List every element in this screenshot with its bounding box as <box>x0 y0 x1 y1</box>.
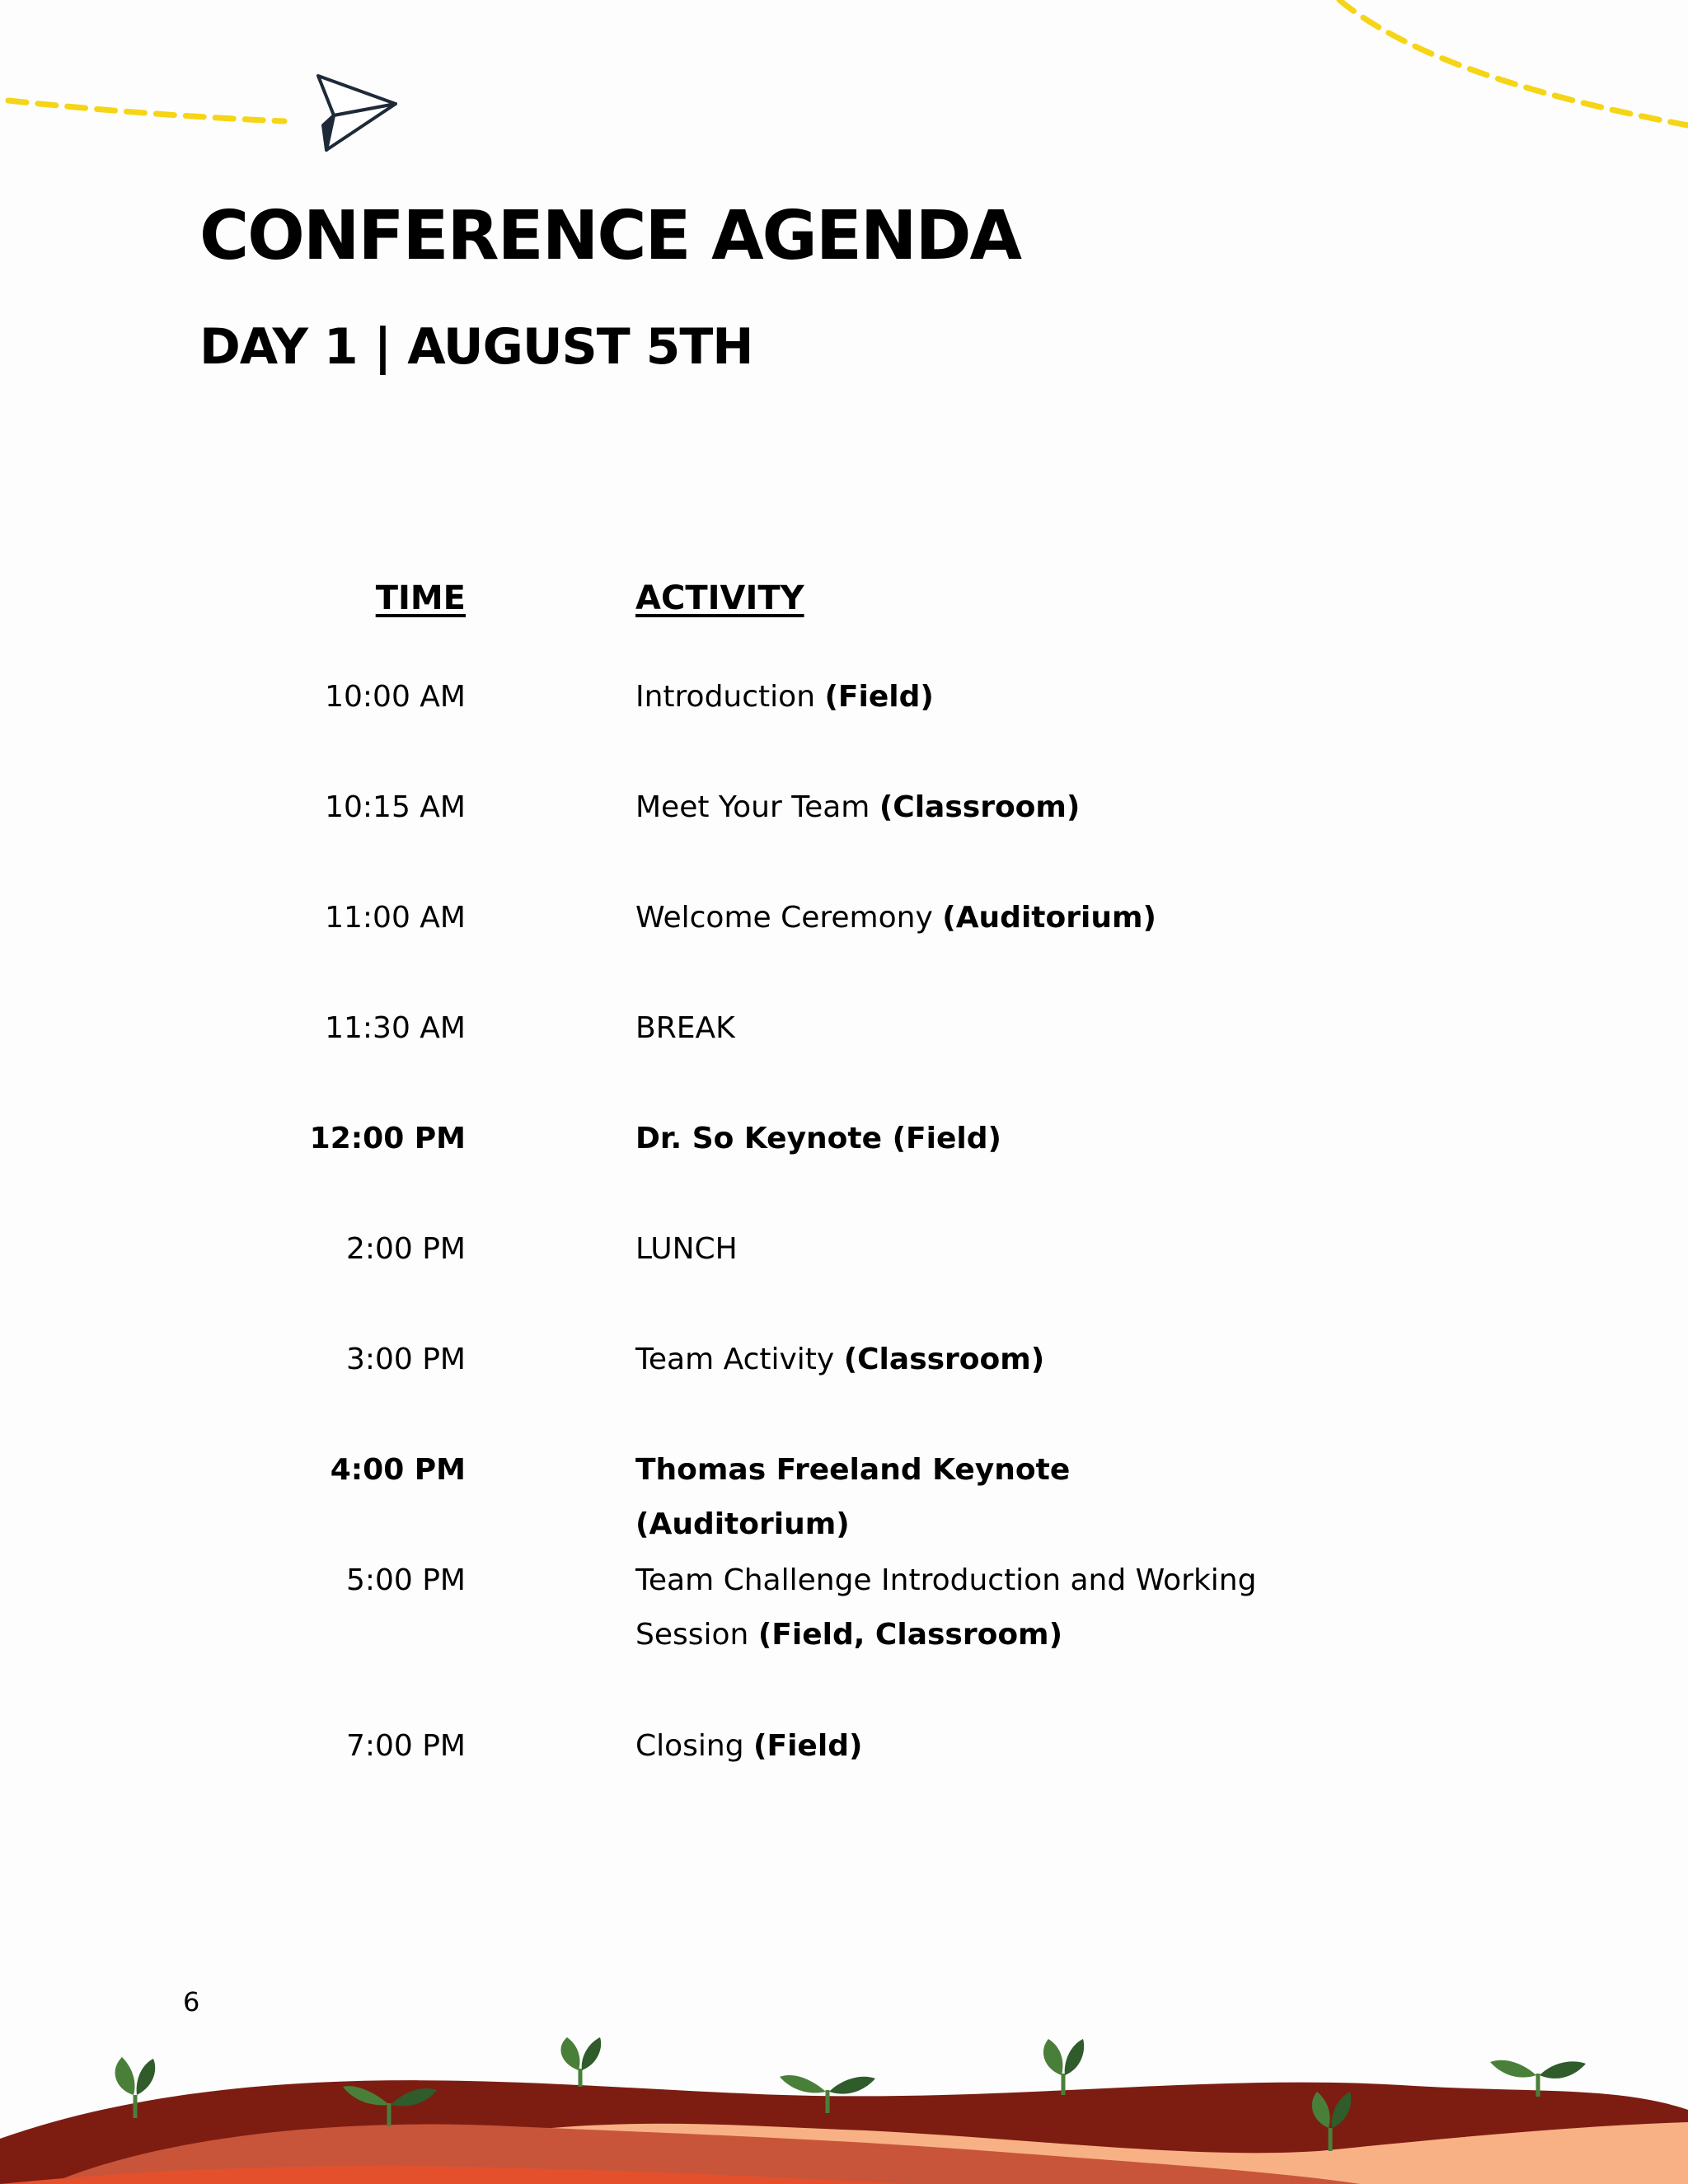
sprout-icon <box>1043 2039 1084 2095</box>
agenda-activity <box>635 1554 1262 1662</box>
page-number: 6 <box>183 1986 200 2018</box>
activity-title: Introduction <box>635 680 816 714</box>
activity-title: Meet Your Team <box>635 790 870 824</box>
agenda-header <box>0 577 1688 626</box>
activity-title: Team Activity <box>635 1343 835 1376</box>
activity-title: Welcome Ceremony <box>635 901 933 935</box>
activity-location: (Auditorium) <box>942 901 1156 935</box>
agenda-time: 3:00 PM <box>345 1343 466 1376</box>
activity-location: (Field) <box>892 1122 1001 1155</box>
page-title: CONFERENCE AGENDA <box>199 197 1021 275</box>
agenda-activity <box>635 780 1262 835</box>
agenda-activity <box>635 1222 1262 1277</box>
agenda-activity <box>635 1333 1262 1387</box>
agenda-time: 2:00 PM <box>345 1232 466 1266</box>
agenda-time: 12:00 PM <box>309 1122 466 1155</box>
activity-title: LUNCH <box>635 1232 738 1266</box>
agenda-time: 11:00 AM <box>325 901 466 935</box>
agenda-activity <box>635 1719 1262 1774</box>
agenda-time: 7:00 PM <box>345 1729 466 1763</box>
agenda-time: 11:30 AM <box>325 1011 466 1045</box>
activity-location: (Field) <box>824 680 934 714</box>
flight-path-right <box>1339 0 1688 125</box>
flight-path-left <box>8 101 284 121</box>
paper-plane-icon <box>318 76 396 150</box>
page-subtitle: DAY 1 | AUGUST 5TH <box>199 318 753 376</box>
agenda-activity <box>635 1112 1262 1166</box>
activity-location: (Classroom) <box>843 1343 1045 1376</box>
activity-title: Team Challenge Introduction and Working Session <box>635 1563 1257 1652</box>
agenda-activity <box>635 891 1262 945</box>
agenda-time: 5:00 PM <box>345 1563 466 1597</box>
activity-title: Dr. So Keynote <box>635 1122 883 1155</box>
activity-location: (Auditorium) <box>635 1507 850 1541</box>
bottom-decoration <box>0 2036 1688 2184</box>
agenda-time: 10:15 AM <box>325 790 466 824</box>
activity-location: (Classroom) <box>879 790 1081 824</box>
activity-title: Thomas Freeland Keynote <box>635 1453 1071 1487</box>
activity-column-header: ACTIVITY <box>635 579 804 617</box>
sprout-icon <box>560 2037 601 2087</box>
agenda-activity <box>635 1001 1262 1056</box>
agenda-time: 4:00 PM <box>330 1453 466 1487</box>
activity-title: Closing <box>635 1729 744 1763</box>
activity-location: (Field) <box>753 1729 863 1763</box>
activity-title: BREAK <box>635 1011 735 1045</box>
agenda-activity <box>635 1443 1262 1552</box>
agenda-activity <box>635 670 1262 724</box>
time-column-header: TIME <box>375 579 466 617</box>
agenda-time: 10:00 AM <box>325 680 466 714</box>
activity-location: (Field, Classroom) <box>757 1618 1063 1652</box>
top-decoration <box>0 0 1688 181</box>
